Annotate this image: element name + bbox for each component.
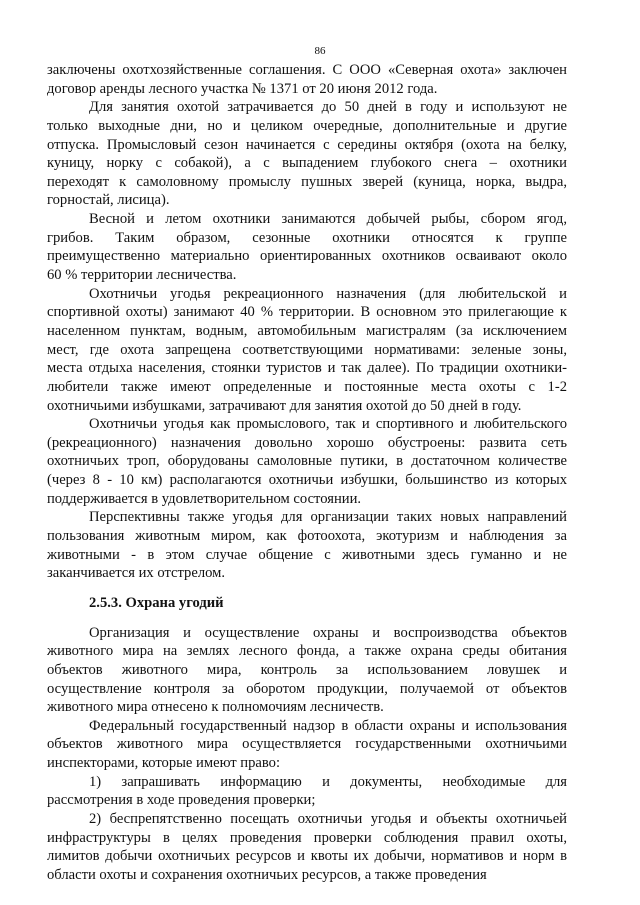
text-line: только выходные дни, но и целиком очередные, дополнительные и другие <box>47 117 567 134</box>
text-line: Федеральный государственный надзор в области охраны и использования <box>89 717 567 734</box>
paragraph <box>47 415 567 508</box>
text-line: 2) беспрепятственно посещать охотничьи угодья и объекты охотничьей <box>89 810 567 827</box>
page-number: 86 <box>314 45 326 57</box>
paragraph <box>47 61 567 98</box>
text-line: грибов. Таким образом, сезонные охотники относятся к группе <box>47 229 567 246</box>
text-line: (через 8 - 10 км) располагаются охотничьи избушки, большинство из которых <box>47 472 567 489</box>
text-line: Охотничьи угодья как промыслового, так и спортивного и любительского <box>89 416 567 433</box>
text-line: животного мира отнесено к полномочиям лесничеств. <box>47 699 384 716</box>
text-line: горностай, лисица). <box>47 192 170 209</box>
text-line: животного мира на землях лесного фонда, а также охрана среды обитания <box>47 643 567 660</box>
text-line: области охоты и сохранения охотничьих ресурсов, а также проведения <box>47 866 487 883</box>
text-line: заканчивается их отстрелом. <box>47 565 226 582</box>
text-line: объектов животного мира, контроль за использованием ловушек и <box>47 661 567 678</box>
paragraph <box>47 210 567 285</box>
text-line: переходят к самоловному промыслу пушных зверей (куница, норка, выдра, <box>47 173 567 190</box>
text-line: охотничьими избушками, затрачивают для занятия охотой до 50 дней в году. <box>47 397 522 414</box>
text-line: животными - в этом случае общение с животными здесь гуманно и не <box>47 546 567 563</box>
text-line: преимущественно материально ориентированных охотников осваивают около <box>47 248 567 265</box>
text-line: охотничьих троп, оборудованы самоловные путики, в достаточном количестве <box>47 453 567 470</box>
text-line: куницу, норку с собакой), а с выпадением глубокого снега – охотники <box>47 155 567 172</box>
text-line: договор аренды лесного участка № 1371 от 20 июня 2012 года. <box>47 80 438 97</box>
section-heading: 2.5.3. Охрана угодий <box>89 594 224 611</box>
text-line: инфраструктуры в целях проведения проверки соблюдения правил охоты, <box>47 829 567 846</box>
text-line: населенном пунктам, водным, автомобильным магистралям (за исключением <box>47 322 567 339</box>
text-line: 60 % территории лесничества. <box>47 267 237 284</box>
text-line: лимитов добычи охотничьих ресурсов и квоты их добычи, нормативов и норм в <box>47 848 567 865</box>
paragraph <box>47 717 567 773</box>
text-line: объектов животного мира осуществляется государственными охотничьими <box>47 736 567 753</box>
paragraph <box>47 285 567 415</box>
text-line: любители также имеют определенные и постоянные места охоты с 1-2 <box>47 378 567 395</box>
text-line: 1) запрашивать информацию и документы, необходимые для <box>89 773 567 790</box>
text-line: осуществление контроля за оборотом продукции, получаемой от объектов <box>47 680 567 697</box>
text-line: Для занятия охотой затрачивается до 50 дней в году и используют не <box>89 99 567 116</box>
section-gap <box>47 583 567 594</box>
paragraph <box>47 773 567 810</box>
text-line: поддерживается в удовлетворительном состоянии. <box>47 490 362 507</box>
text-line: (рекреационного) назначения довольно хорошо обустроены: развита сеть <box>47 434 567 451</box>
text-line: Весной и летом охотники занимаются добычей рыбы, сбором ягод, <box>89 211 567 228</box>
text-line: мест, где охота запрещена соответствующими нормативами: зеленые зоны, <box>47 341 567 358</box>
text-line: Перспективны также угодья для организации таких новых направлений <box>89 509 567 526</box>
text-line: отпуска. Промысловый сезон начинается с середины октября (охота на белку, <box>47 136 567 153</box>
paragraph <box>47 624 567 717</box>
text-line: Охотничьи угодья рекреационного назначения (для любительской и <box>89 285 567 302</box>
paragraph <box>47 98 567 210</box>
section-gap <box>47 613 567 624</box>
text-line: рассмотрения в ходе проведения проверки; <box>47 792 316 809</box>
text-line: Организация и осуществление охраны и воспроизводства объектов <box>89 624 567 641</box>
text-line: места отдыха населения, стоянки туристов и так далее). По традиции охотники- <box>47 360 567 377</box>
text-line: заключены охотхозяйственные соглашения. С ООО «Северная охота» заключен <box>47 62 567 78</box>
paragraph <box>47 508 567 583</box>
text-line: спортивной охоты) занимают 40 % территории. В основном это прилегающие к <box>47 304 567 321</box>
text-line: инспекторами, которые имеют право: <box>47 755 281 772</box>
document-body <box>47 61 567 885</box>
paragraph <box>47 810 567 885</box>
text-line: пользования животным миром, как фотоохота, экотуризм и наблюдения за <box>47 528 567 545</box>
